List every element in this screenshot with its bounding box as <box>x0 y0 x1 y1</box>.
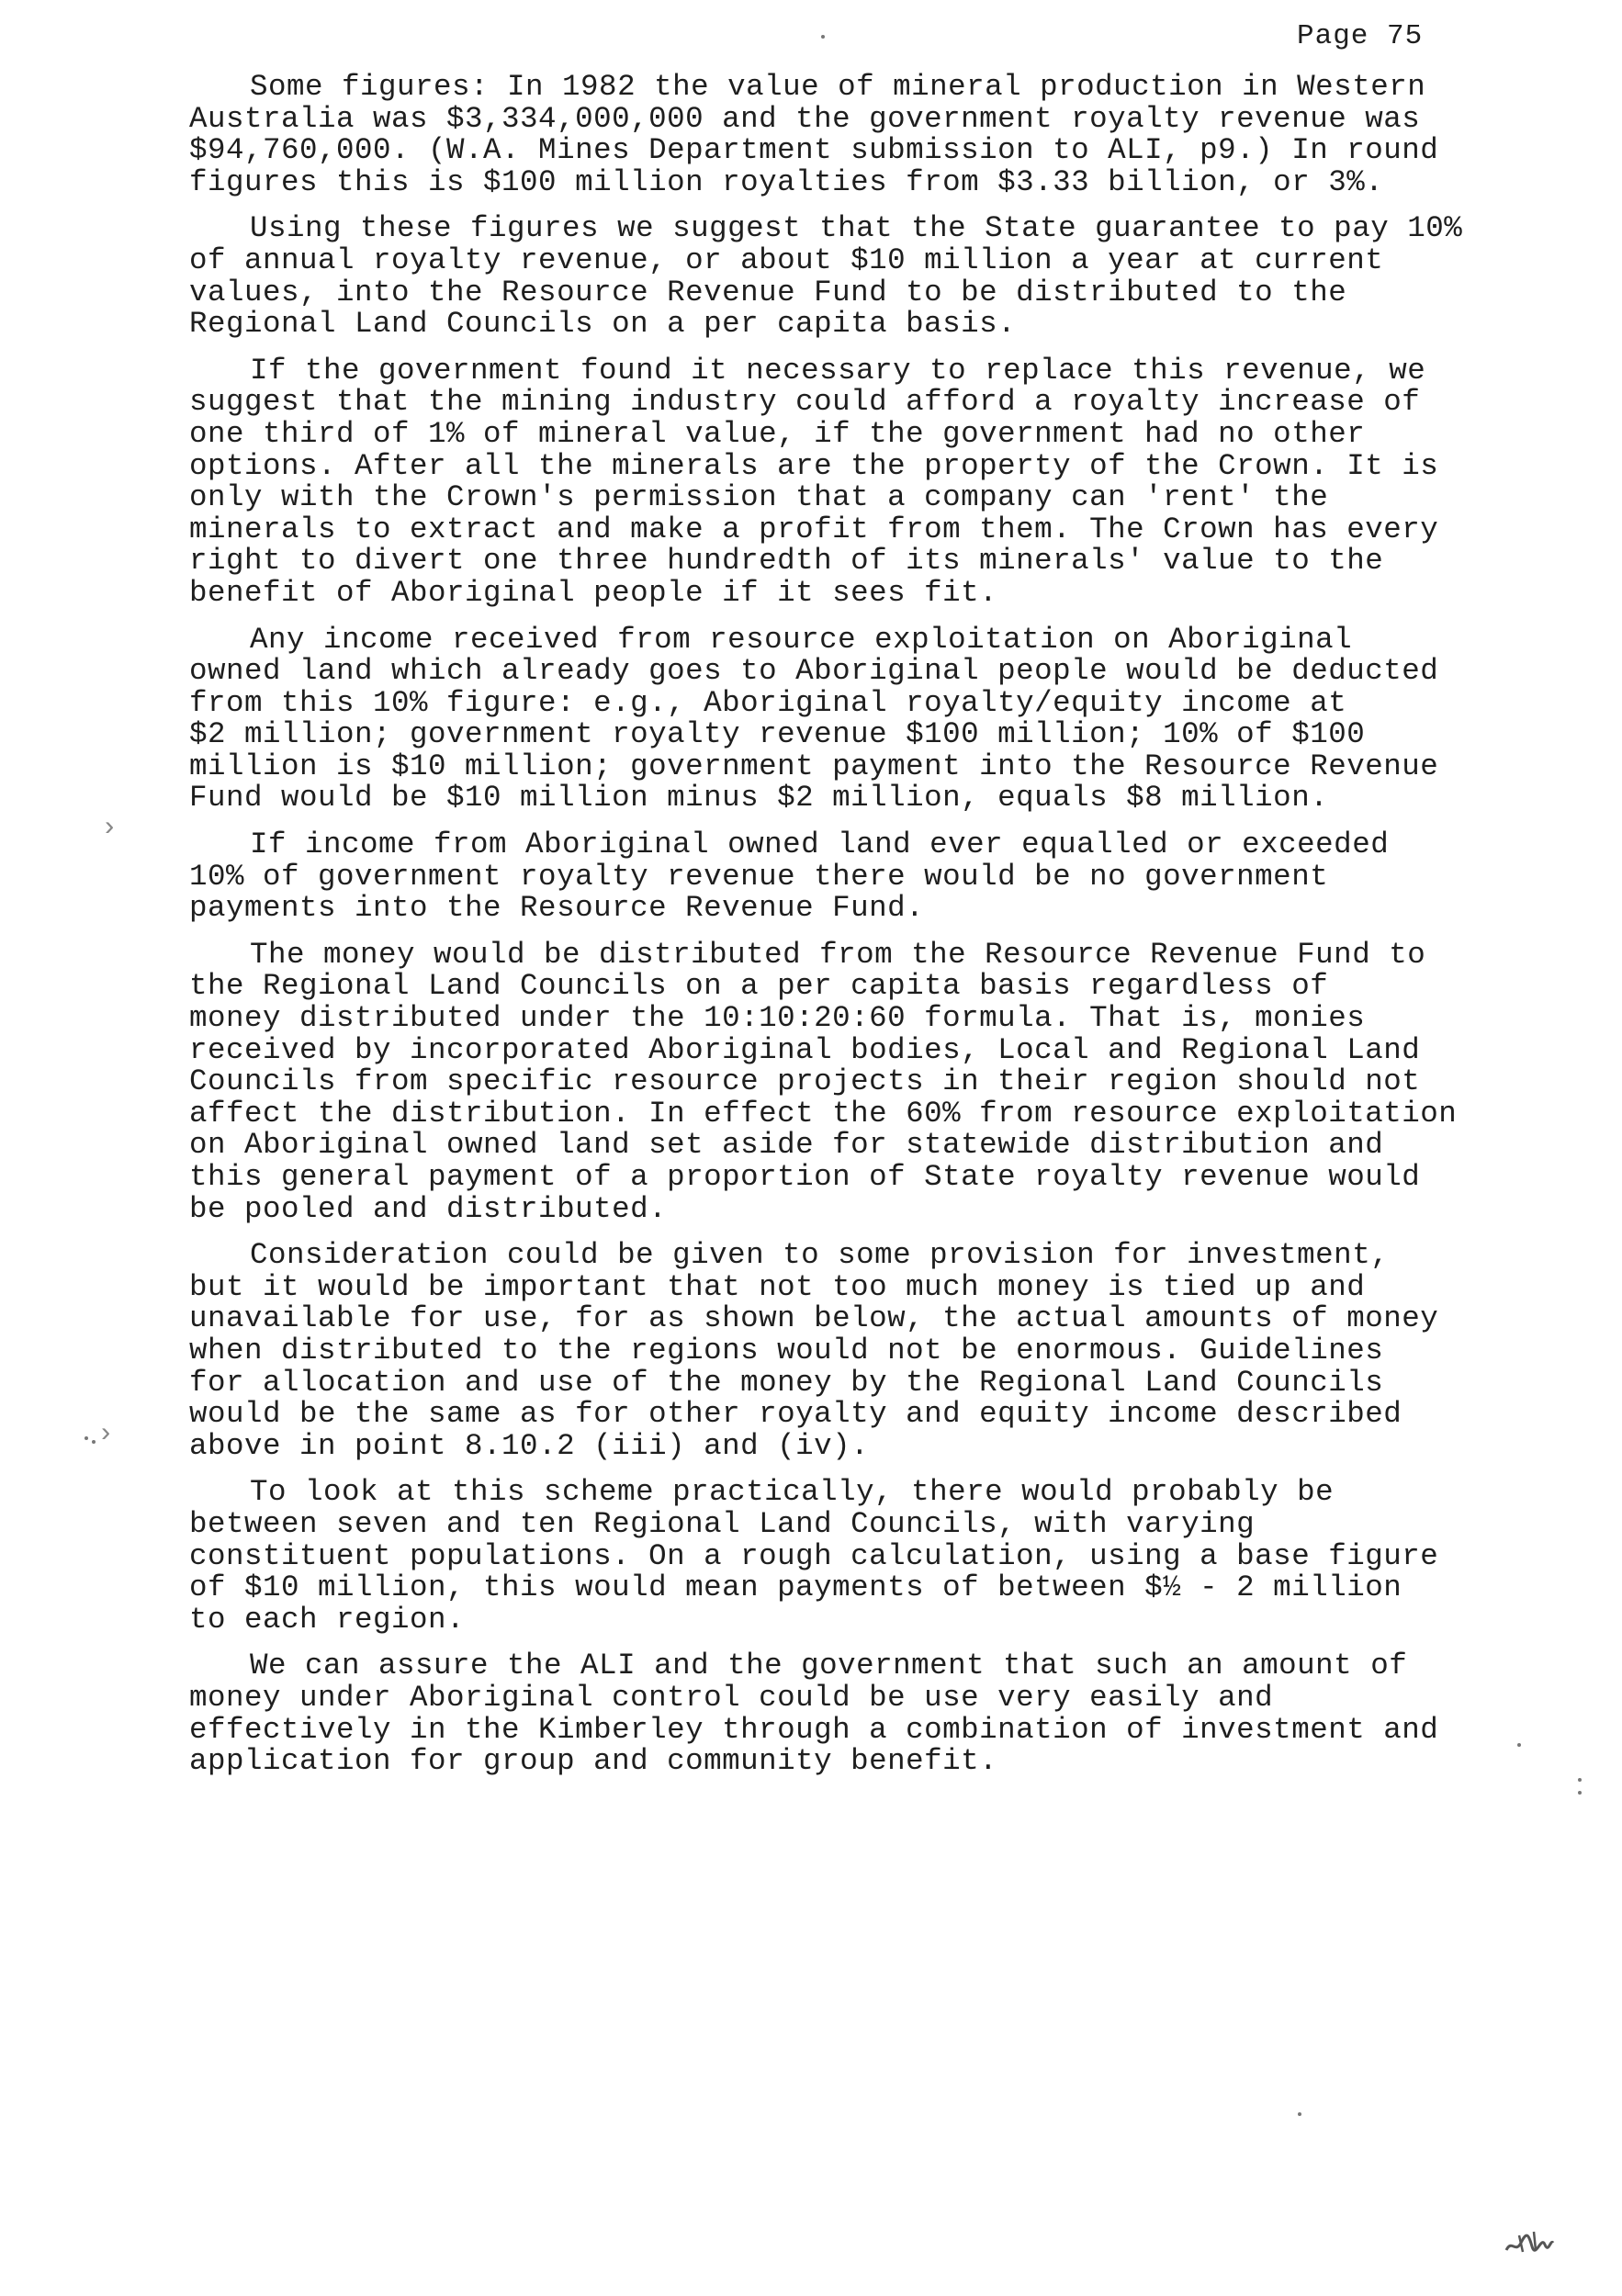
paragraph-distribution: The money would be distributed from the Resource Revenue Fund to the Regional Land Councils on a per capita basis regardless of money distributed under the 10:10:20:60 formula. That is, monies received by incorporated Aboriginal bodies, Local and Regional Land Councils from specific resource projects in their region should not affect the distribution. In effect the 60% from resource exploitation on Aboriginal owned land set aside for statewide distribution and this general payment of a proportion of State royalty revenue would be pooled and distributed. <box>189 937 1458 1226</box>
paragraph-state-guarantee: Using these figures we suggest that the State guarantee to pay 10% of annual royalty revenue, or about $10 million a year at current values, into the Resource Revenue Fund to be distributed to the Regional Land Councils on a per capita basis. <box>189 211 1463 342</box>
scan-speck <box>92 1440 96 1444</box>
paragraph-investment: Consideration could be given to some provision for investment, but it would be important that not too much money is tied up and unavailable for use, for as shown below, the actual amounts of money when distributed to the regions would not be enormous. Guidelines for allocation and use of the money by the Regional Land Councils would be the same as for other royalty and equity income described above in point 8.10.2 (iii) and (iv). <box>189 1238 1439 1463</box>
paragraph-no-payments: If income from Aboriginal owned land ever equalled or exceeded 10% of government royalty revenue there would be no government payments into the Resource Revenue Fund. <box>189 827 1390 926</box>
scan-speck <box>1298 2112 1301 2116</box>
scan-speck <box>821 35 825 39</box>
scan-speck <box>1578 1778 1582 1782</box>
scan-speck <box>1517 1743 1521 1747</box>
document-body <box>189 72 1585 1793</box>
margin-mark-upper: › <box>101 813 118 844</box>
margin-mark-lower: › <box>97 1419 115 1450</box>
scan-speck <box>1578 1791 1582 1795</box>
paragraph-royalty-increase: If the government found it necessary to replace this revenue, we suggest that the mining industry could afford a royalty increase of one third of 1% of mineral value, if the government had no other options. After all the minerals are the property of the Crown. It is only with the Crown's permission that a company can 'rent' the minerals to extract and make a profit from them. The Crown has every right to divert one three hundredth of its minerals' value to the benefit of Aboriginal people if it sees fit. <box>189 353 1439 610</box>
paragraph-income-deduction: Any income received from resource exploitation on Aboriginal owned land which already goes to Aboriginal people would be deducted from this 10% figure: e.g., Aboriginal royalty/equity income at $2 million; government royalty revenue $100 million; 10% of $100 million is $10 million; government payment into the Resource Revenue Fund would be $10 million minus $2 million, equals $8 million. <box>189 622 1439 816</box>
scan-speck <box>84 1436 88 1440</box>
paragraph-assurance: We can assure the ALI and the government that such an amount of money under Aboriginal control could be use very easily and effectively in the Kimberley through a combination of investment and application for group and community benefit. <box>189 1649 1439 1779</box>
paragraph-practical-scheme: To look at this scheme practically, there would probably be between seven and ten Regional Land Councils, with varying constituent populations. On a rough calculation, using a base figure of $10 million, this would mean payments of between $½ - 2 million to each region. <box>189 1475 1439 1637</box>
paragraph-royalty-figures: Some figures: In 1982 the value of mineral production in Western Australia was $3,334,000,000 and the government royalty revenue was $94,760,000. (W.A. Mines Department submission to ALI, p9.) In round figures this is $100 million royalties from $3.33 billion, or 3%. <box>189 70 1439 199</box>
scribble-mark <box>1503 2226 1556 2257</box>
page-number: Page 75 <box>1297 20 1424 52</box>
